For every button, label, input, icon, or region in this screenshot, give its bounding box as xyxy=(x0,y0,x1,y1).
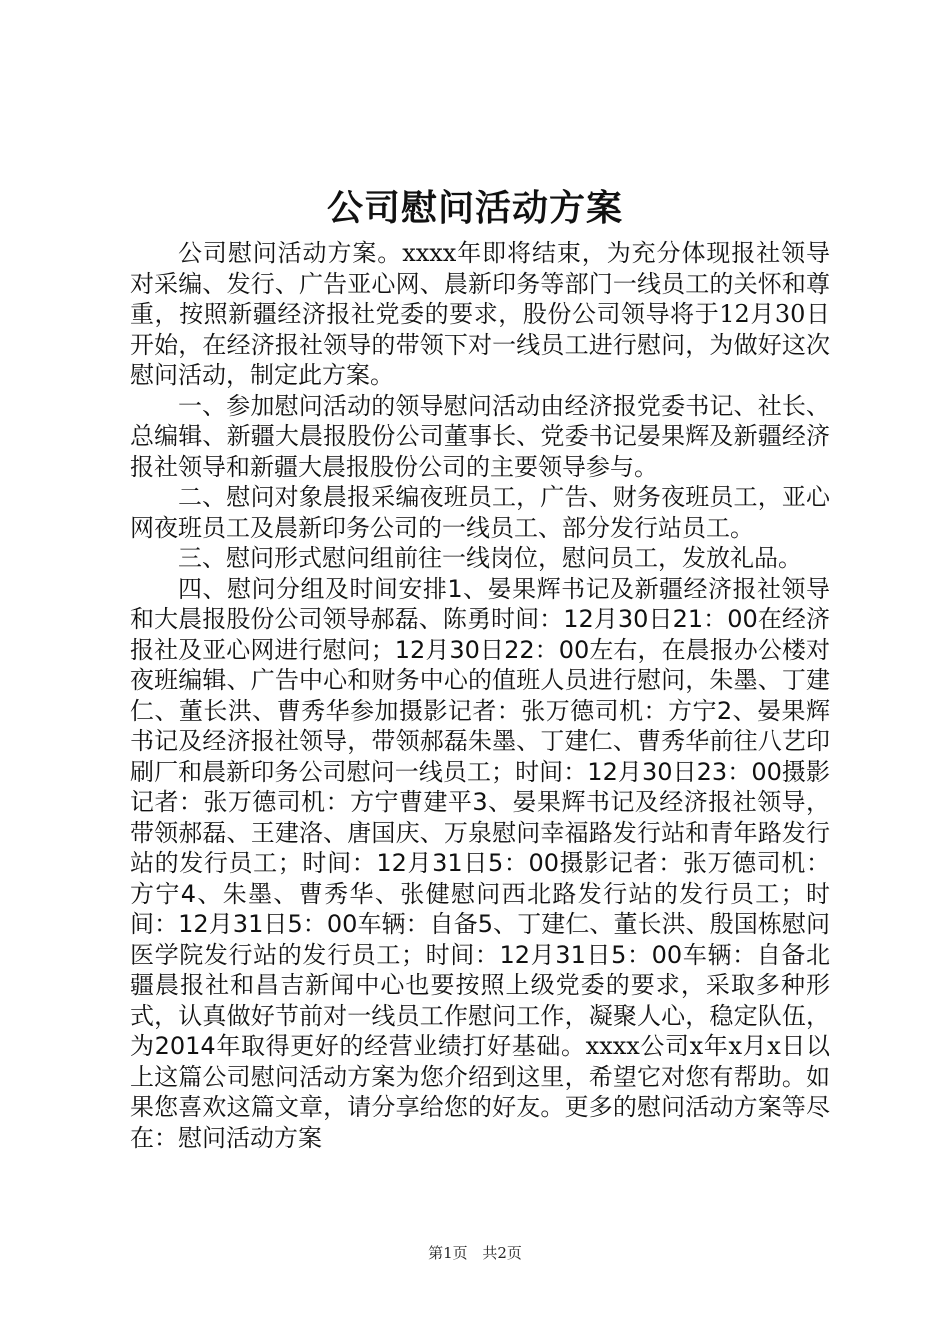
section-1-paragraph: 一、参加慰问活动的领导慰问活动由经济报党委书记、社长、总编辑、新疆大晨报股份公司董事长、党委书记晏果辉及新疆经济报社领导和新疆大晨报股份公司的主要领导参与。 xyxy=(130,391,830,481)
closing-text: xxxx公司x年x月x日以上这篇公司慰问活动方案为您介绍到这里，希望它对您有帮助。如果您喜欢这篇文章，请分享给您的好友。更多的慰问活动方案等尽在：慰问活动方案 xyxy=(130,1032,830,1152)
intro-paragraph: 公司慰问活动方案。xxxx年即将结束，为充分体现报社领导对采编、发行、广告亚心网、晨新印务等部门一线员工的关怀和尊重，按照新疆经济报社党委的要求，股份公司领导将于12月30日开始，在经济报社领导的带领下对一线员工进行慰问，为做好这次慰问活动，制定此方案。 xyxy=(130,239,830,389)
document-body xyxy=(130,238,830,1153)
page-number: 第1页 xyxy=(428,1244,468,1262)
page-total: 共2页 xyxy=(482,1244,522,1262)
section-4-paragraph xyxy=(130,574,830,1154)
section-2-paragraph: 二、慰问对象晨报采编夜班员工，广告、财务夜班员工，亚心网夜班员工及晨新印务公司的一线员工、部分发行站员工。 xyxy=(130,483,830,542)
page-footer xyxy=(0,1243,950,1263)
section-3-paragraph: 三、慰问形式慰问组前往一线岗位，慰问员工，发放礼品。 xyxy=(178,544,802,572)
document-title: 公司慰问活动方案 xyxy=(326,187,623,229)
section-4-text: 四、慰问分组及时间安排1、晏果辉书记及新疆经济报社领导和大晨报股份公司领导郝磊、陈勇时间：12月30日21：00在经济报社及亚心网进行慰问；12月30日22：00左右，在晨报办公楼对夜班编辑、广告中心和财务中心的值班人员进行慰问，朱墨、丁建仁、董长洪、曹秀华参加摄影记者：张万德司机：方宁2、晏果辉书记及经济报社领导，带领郝磊朱墨、丁建仁、曹秀华前往八艺印刷厂和晨新印务公司慰问一线员工；时间：12月30日23：00摄影记者：张万德司机：方宁曹建平3、晏果辉书记及经济报社领导，带领郝磊、王建洛、唐国庆、万泉慰问幸福路发行站和青年路发行站的发行员工；时间：12月31日5：00摄影记者：张万德司机：方宁4、朱墨、曹秀华、张健慰问西北路发行站的发行员工；时间：12月31日5：00车辆：自备5、丁建仁、董长洪、殷国栋慰问医学院发行站的发行员工；时间：12月31日5：00车辆：自备北疆晨报社和昌吉新闻中心也要按照上级党委的要求，采取多种形式，认真做好节前对一线员工作慰问工作，凝聚人心，稳定队伍，为2014年取得更好的经营业绩打好基础。 xyxy=(130,574,830,1060)
